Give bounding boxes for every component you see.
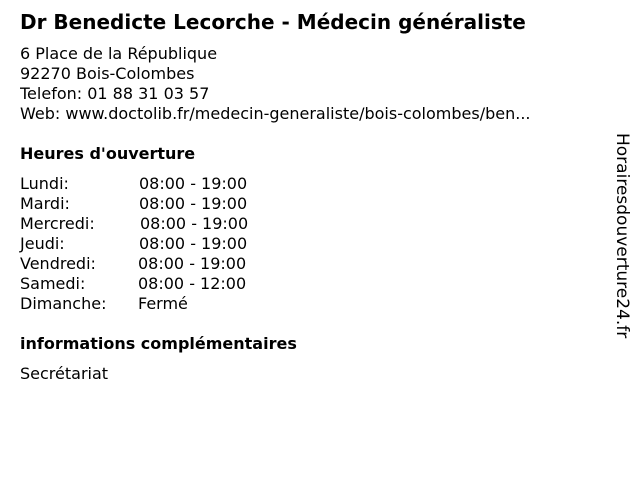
address-block	[20, 44, 590, 124]
website-link: Web: www.doctolib.fr/medecin-generaliste/bois-colombes/ben...	[20, 104, 531, 123]
day-label: Mardi:	[20, 194, 70, 213]
city-postal: 92270 Bois-Colombes	[20, 64, 195, 83]
hours-value: 08:00 - 19:00	[139, 194, 248, 213]
additional-info-heading: informations complémentaires	[20, 334, 297, 353]
street-address: 6 Place de la République	[20, 44, 218, 63]
day-label: Dimanche:	[20, 294, 107, 313]
hours-value: Fermé	[138, 294, 188, 313]
phone-number: Telefon: 01 88 31 03 57	[20, 84, 210, 103]
additional-info-text: Secrétariat	[20, 364, 109, 383]
page-title: Dr Benedicte Lecorche - Médecin généraliste	[20, 10, 526, 34]
hours-value: 08:00 - 19:00	[140, 214, 249, 233]
opening-hours-heading: Heures d'ouverture	[20, 144, 196, 163]
day-label: Mercredi:	[20, 214, 95, 233]
day-label: Samedi:	[20, 274, 86, 293]
site-watermark: Horairesdouverture24.fr	[612, 133, 632, 339]
hours-value: 08:00 - 19:00	[139, 174, 248, 193]
hours-value: 08:00 - 19:00	[138, 254, 247, 273]
day-label: Vendredi:	[20, 254, 96, 273]
day-label: Lundi:	[20, 174, 69, 193]
hours-value: 08:00 - 12:00	[138, 274, 247, 293]
day-label: Jeudi:	[20, 234, 65, 253]
hours-value: 08:00 - 19:00	[139, 234, 248, 253]
